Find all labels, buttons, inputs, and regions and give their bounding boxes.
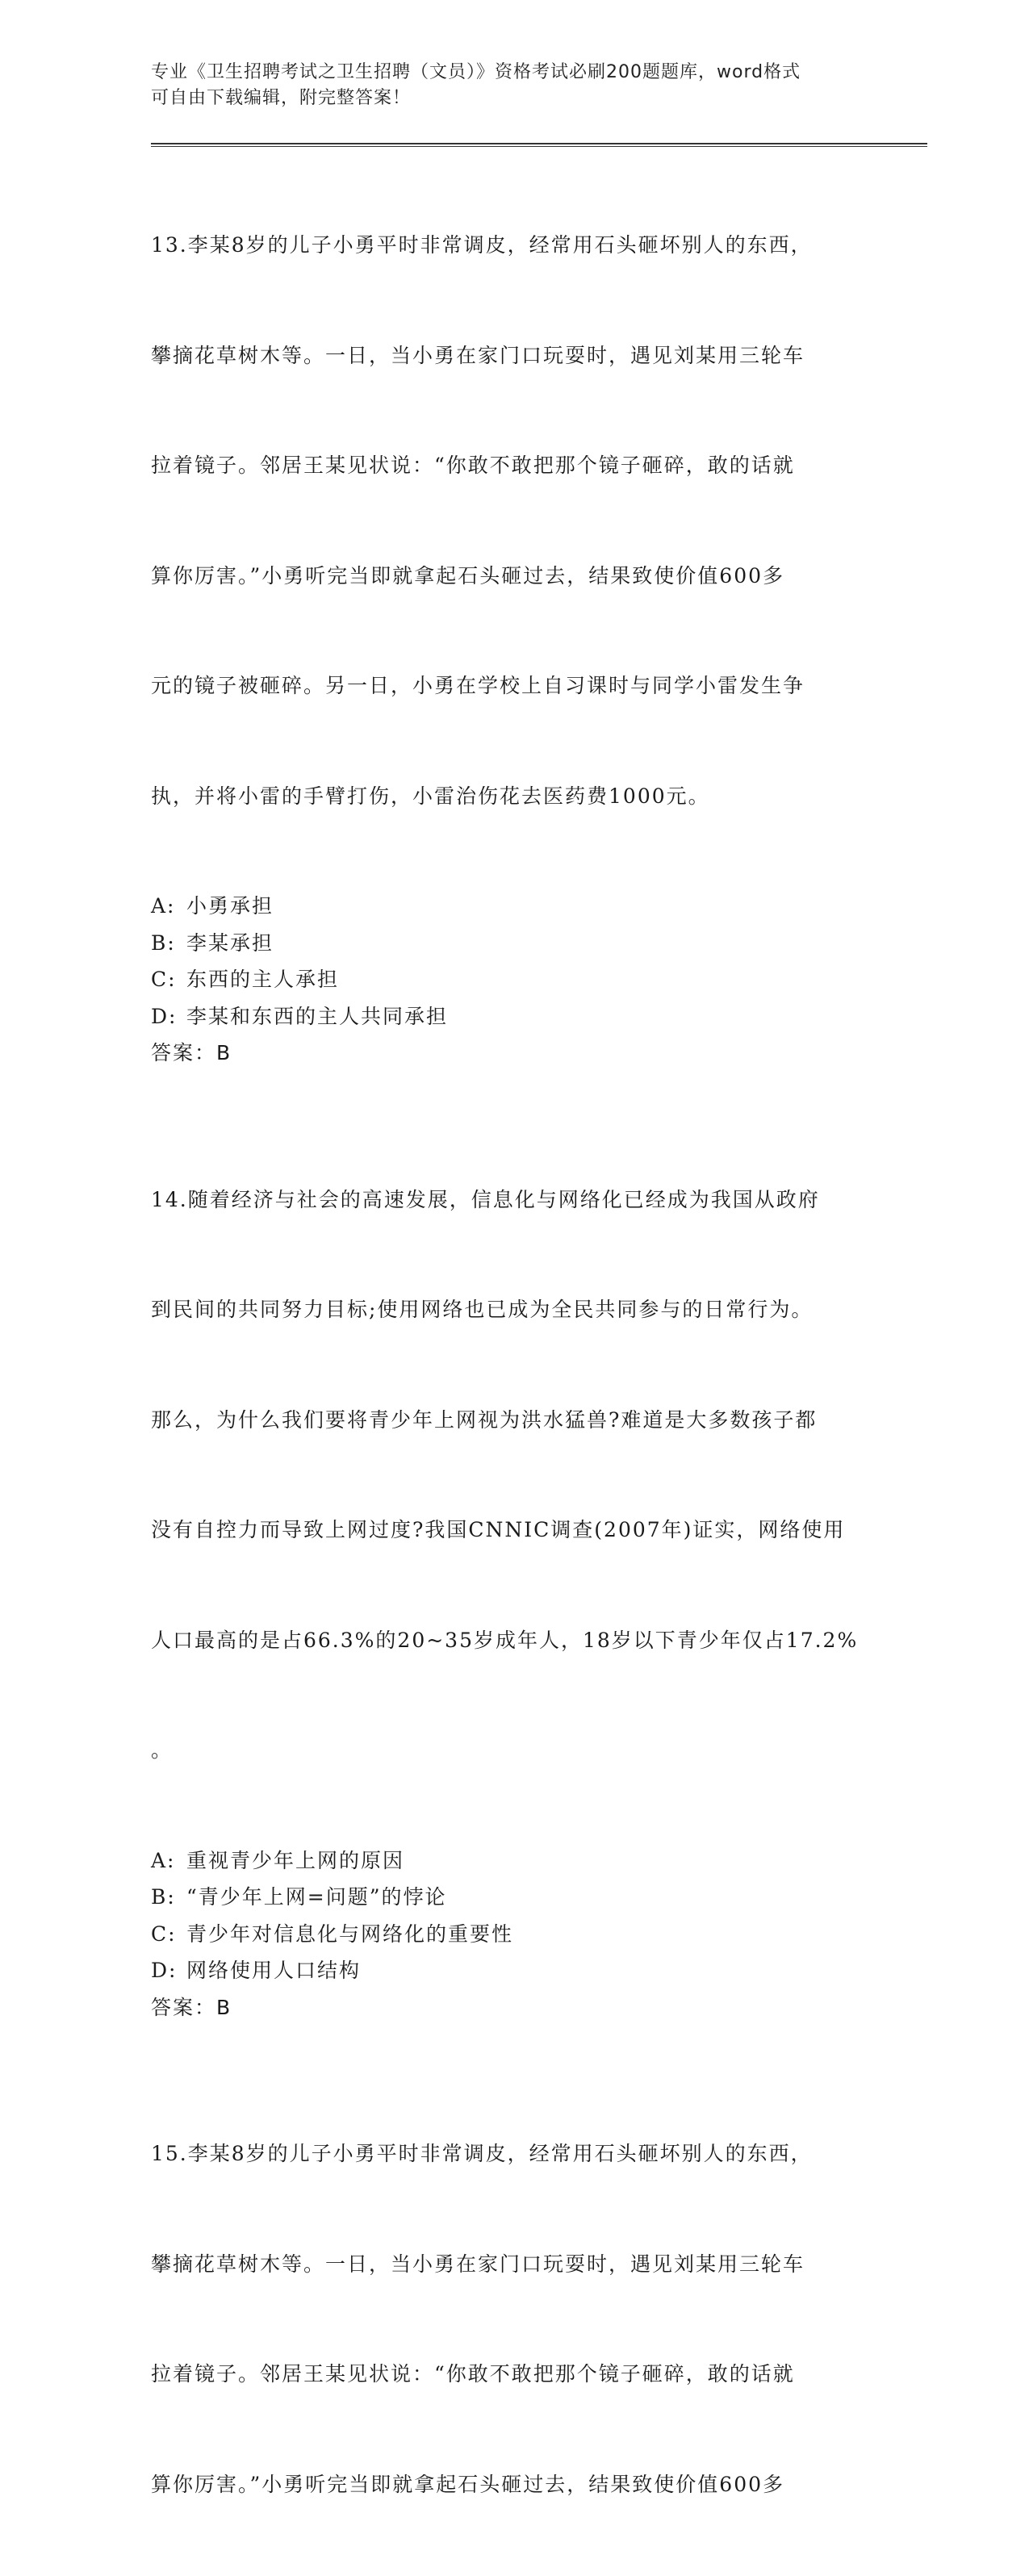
question-14 <box>151 1108 877 2026</box>
stem-line: 攀摘花草树木等。一日，当小勇在家门口玩耍时，遇见刘某用三轮车 <box>151 343 805 367</box>
question-spacer <box>151 2026 877 2062</box>
header-line-1: 专业《卫生招聘考试之卫生招聘（文员）》资格考试必刷200题题库，word格式 <box>151 62 801 82</box>
option-text: 李某和东西的主人共同承担 <box>186 1004 449 1028</box>
option-text: 重视青少年上网的原因 <box>186 1848 405 1872</box>
question-15 <box>151 2062 877 2576</box>
stem-line: 到民间的共同努力目标;使用网络也已成为全民共同参与的日常行为。 <box>151 1298 814 1321</box>
stem-line: 13.李某8岁的儿子小勇平时非常调皮，经常用石头砸坏别人的东西， <box>151 233 813 257</box>
stem-line: 。 <box>151 1738 174 1762</box>
option-letter: B: <box>151 1885 176 1909</box>
stem-line: 元的镜子被砸碎。另一日，小勇在学校上自习课时与同学小雷发生争 <box>151 674 805 697</box>
option-text: 青少年对信息化与网络化的重要性 <box>186 1922 514 1946</box>
stem-line: 那么，为什么我们要将青少年上网视为洪水猛兽?难道是大多数孩子都 <box>151 1407 818 1432</box>
question-stem <box>151 153 877 888</box>
option-letter: C: <box>151 1922 177 1946</box>
stem-line: 15.李某8岁的儿子小勇平时非常调皮，经常用石头砸坏别人的东西， <box>151 2142 813 2165</box>
page-header <box>151 60 861 111</box>
stem-line: 拉着镜子。邻居王某见状说：“你敢不敢把那个镜子砸碎，敢的话就 <box>151 2362 795 2386</box>
option-a <box>151 1842 877 1880</box>
option-text: “青少年上网=问题”的悖论 <box>186 1885 447 1909</box>
option-text: 李某承担 <box>186 930 274 955</box>
question-13 <box>151 153 877 1072</box>
option-d <box>151 998 877 1035</box>
stem-line: 攀摘花草树木等。一日，当小勇在家门口玩耍时，遇见刘某用三轮车 <box>151 2252 805 2276</box>
header-divider <box>151 143 927 147</box>
stem-line: 拉着镜子。邻居王某见状说：“你敢不敢把那个镜子砸碎，敢的话就 <box>151 454 795 477</box>
option-d <box>151 1952 877 1989</box>
option-letter: C: <box>151 968 177 991</box>
option-letter: A: <box>151 894 176 918</box>
stem-line: 人口最高的是占66.3%的20~35岁成年人，18岁以下青少年仅占17.2% <box>151 1628 859 1652</box>
option-text: 小勇承担 <box>186 894 274 918</box>
option-c <box>151 961 877 998</box>
stem-line: 算你厉害。”小勇听完当即就拿起石头砸过去，结果致使价值600多 <box>151 2472 785 2496</box>
question-list <box>151 153 877 2576</box>
question-spacer <box>151 1072 877 1108</box>
question-stem <box>151 2062 877 2576</box>
option-letter: D: <box>151 1959 178 1982</box>
option-letter: B: <box>151 930 176 955</box>
option-a <box>151 888 877 925</box>
stem-line: 14.随着经济与社会的高速发展，信息化与网络化已经成为我国从政府 <box>151 1187 820 1211</box>
stem-line: 执，并将小雷的手臂打伤，小雷治伤花去医药费1000元。 <box>151 784 710 808</box>
answer-label: 答案：B <box>151 1041 232 1064</box>
option-text: 东西的主人承担 <box>186 968 340 991</box>
option-c <box>151 1916 877 1953</box>
option-text: 网络使用人口结构 <box>186 1959 362 1982</box>
option-b <box>151 1879 877 1916</box>
option-b <box>151 925 877 962</box>
option-letter: A: <box>151 1848 176 1872</box>
stem-line: 没有自控力而导致上网过度?我国CNNIC调查(2007年)证实，网络使用 <box>151 1518 846 1541</box>
answer-label: 答案：B <box>151 1995 232 2019</box>
option-letter: D: <box>151 1004 178 1028</box>
stem-line: 算你厉害。”小勇听完当即就拿起石头砸过去，结果致使价值600多 <box>151 563 785 588</box>
question-stem <box>151 1108 877 1842</box>
header-line-2: 可自由下载编辑，附完整答案！ <box>151 88 412 108</box>
